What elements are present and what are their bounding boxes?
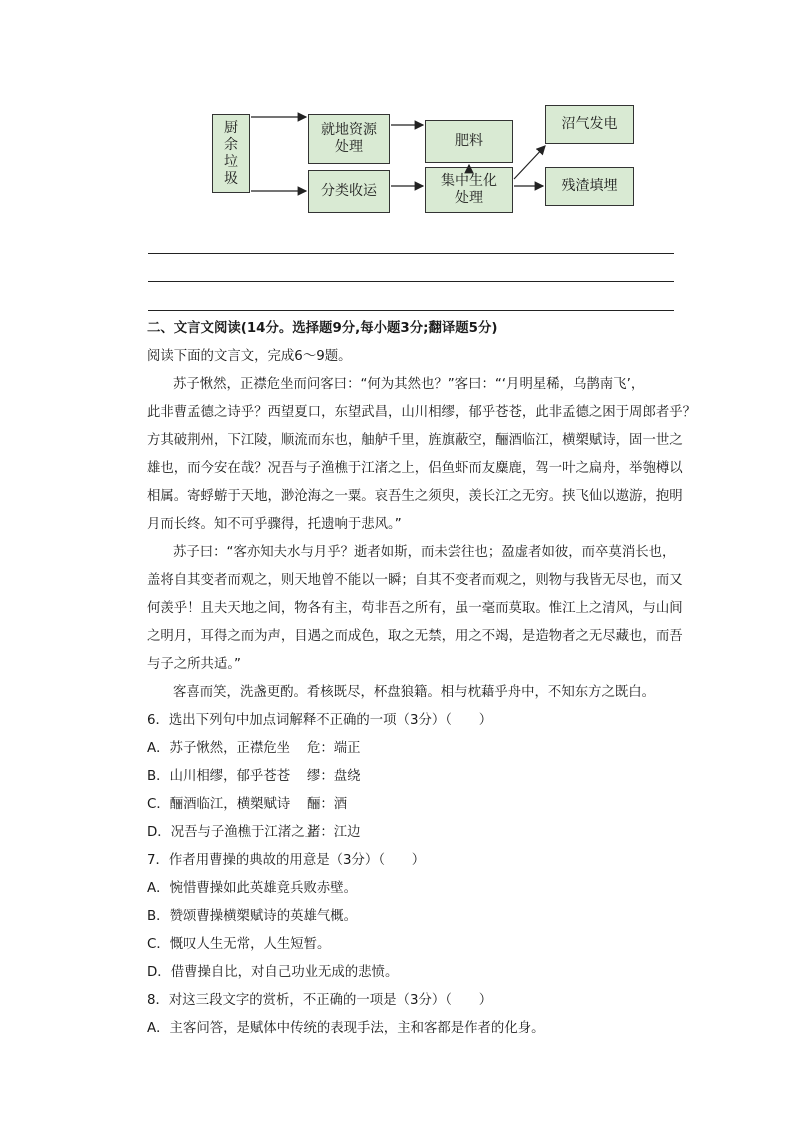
reading-section [147, 315, 697, 1043]
central-processing-line: 处理 [455, 190, 483, 206]
question-7-stem: 7．作者用曹操的典故的用意是（3分）（ ） [147, 853, 426, 868]
question-6-option [147, 791, 677, 819]
question-7-option: C．慨叹人生无常，人生短暂。 [147, 937, 331, 952]
passage-line: 雄也，而今安在哉？况吾与子渔樵于江渚之上，侣鱼虾而友麋鹿，驾一叶之扁舟，举匏樽以 [147, 461, 683, 476]
section-heading: 二、文言文阅读(14分。选择题9分,每小题3分;翻译题5分) [147, 321, 498, 336]
passage-line: 客喜而笑，洗盏更酌。肴核既尽，杯盘狼籍。相与枕藉乎舟中，不知东方之既白。 [173, 685, 656, 700]
option-gloss: 危：端正 [307, 741, 361, 756]
question-6-stem: 6．选出下列句中加点词解释不正确的一项（3分）（ ） [147, 713, 493, 728]
fertilizer-label: 肥料 [455, 133, 483, 149]
question-7-option: A．惋惜曹操如此英雄竟兵败赤壁。 [147, 881, 358, 896]
passage-line: 此非曹孟德之诗乎？西望夏口，东望武昌，山川相缪，郁乎苍苍，此非孟德之困于周郎者乎？ [147, 405, 697, 420]
answer-line [148, 310, 674, 311]
source-char: 圾 [224, 170, 238, 187]
instruction: 阅读下面的文言文，完成6～9题。 [147, 349, 352, 364]
option-gloss: 缪：盘绕 [307, 769, 361, 784]
passage-line: 方其破荆州，下江陵，顺流而东也，舳舻千里，旌旗蔽空，酾酒临江，横槊赋诗，固一世之 [147, 433, 683, 448]
passage-line: 之明月，耳得之而为声，目遇之而成色，取之无禁，用之不竭，是造物者之无尽藏也，而吾 [147, 629, 683, 644]
option-text: A．苏子愀然，正襟危坐 [147, 741, 291, 756]
option-text: B．山川相缪，郁乎苍苍 [147, 769, 291, 784]
landfill-label: 残渣填埋 [561, 178, 618, 194]
answer-line [148, 281, 674, 282]
question-6-option [147, 819, 677, 847]
source-char: 垃 [224, 153, 238, 170]
local-processing-line: 处理 [335, 139, 363, 155]
passage-line: 何羡乎！且夫天地之间，物各有主，苟非吾之所有，虽一毫而莫取。惟江上之清风，与山间 [147, 601, 683, 616]
arrow-central-to-biogas [514, 146, 545, 179]
question-6-option [147, 735, 677, 763]
passage-line: 盖将自其变者而观之，则天地曾不能以一瞬；自其不变者而观之，则物与我皆无尽也，而又 [147, 573, 683, 588]
central-processing-line: 集中生化 [441, 173, 497, 189]
sort-collect-label: 分类收运 [321, 183, 377, 199]
option-text: D．况吾与子渔樵于江渚之上 [147, 825, 318, 840]
answer-line [148, 253, 674, 254]
passage-line: 相属。寄蜉蝣于天地，渺沧海之一粟。哀吾生之须臾，羡长江之无穷。挟飞仙以遨游，抱明 [147, 489, 683, 504]
option-gloss: 酾：酒 [307, 797, 348, 812]
question-7-option: B．赞颂曹操横槊赋诗的英雄气概。 [147, 909, 358, 924]
option-text: C．酾酒临江，横槊赋诗 [147, 797, 291, 812]
passage-line: 月而长终。知不可乎骤得，托遗响于悲风。” [147, 517, 402, 532]
biogas-label: 沼气发电 [561, 116, 618, 132]
local-processing-line: 就地资源 [321, 122, 377, 138]
source-char: 厨 [224, 119, 238, 136]
passage-line: 苏子曰：“客亦知夫水与月乎？逝者如斯，而未尝往也；盈虚者如彼，而卒莫消长也， [173, 545, 676, 560]
diagram-arrows [0, 0, 794, 260]
question-8-option: A．主客问答，是赋体中传统的表现手法，主和客都是作者的化身。 [147, 1021, 545, 1036]
source-char: 余 [224, 136, 238, 153]
question-8-stem: 8．对这三段文字的赏析，不正确的一项是（3分）（ ） [147, 993, 493, 1008]
passage-line: 苏子愀然，正襟危坐而问客曰：“何为其然也？”客曰：“‘月明星稀，乌鹊南飞’， [173, 377, 645, 392]
question-6-option [147, 763, 677, 791]
passage-line: 与子之所共适。” [147, 657, 241, 672]
question-7-option: D．借曹操自比，对自己功业无成的悲愤。 [147, 965, 399, 980]
option-gloss: 渚：江边 [307, 825, 361, 840]
